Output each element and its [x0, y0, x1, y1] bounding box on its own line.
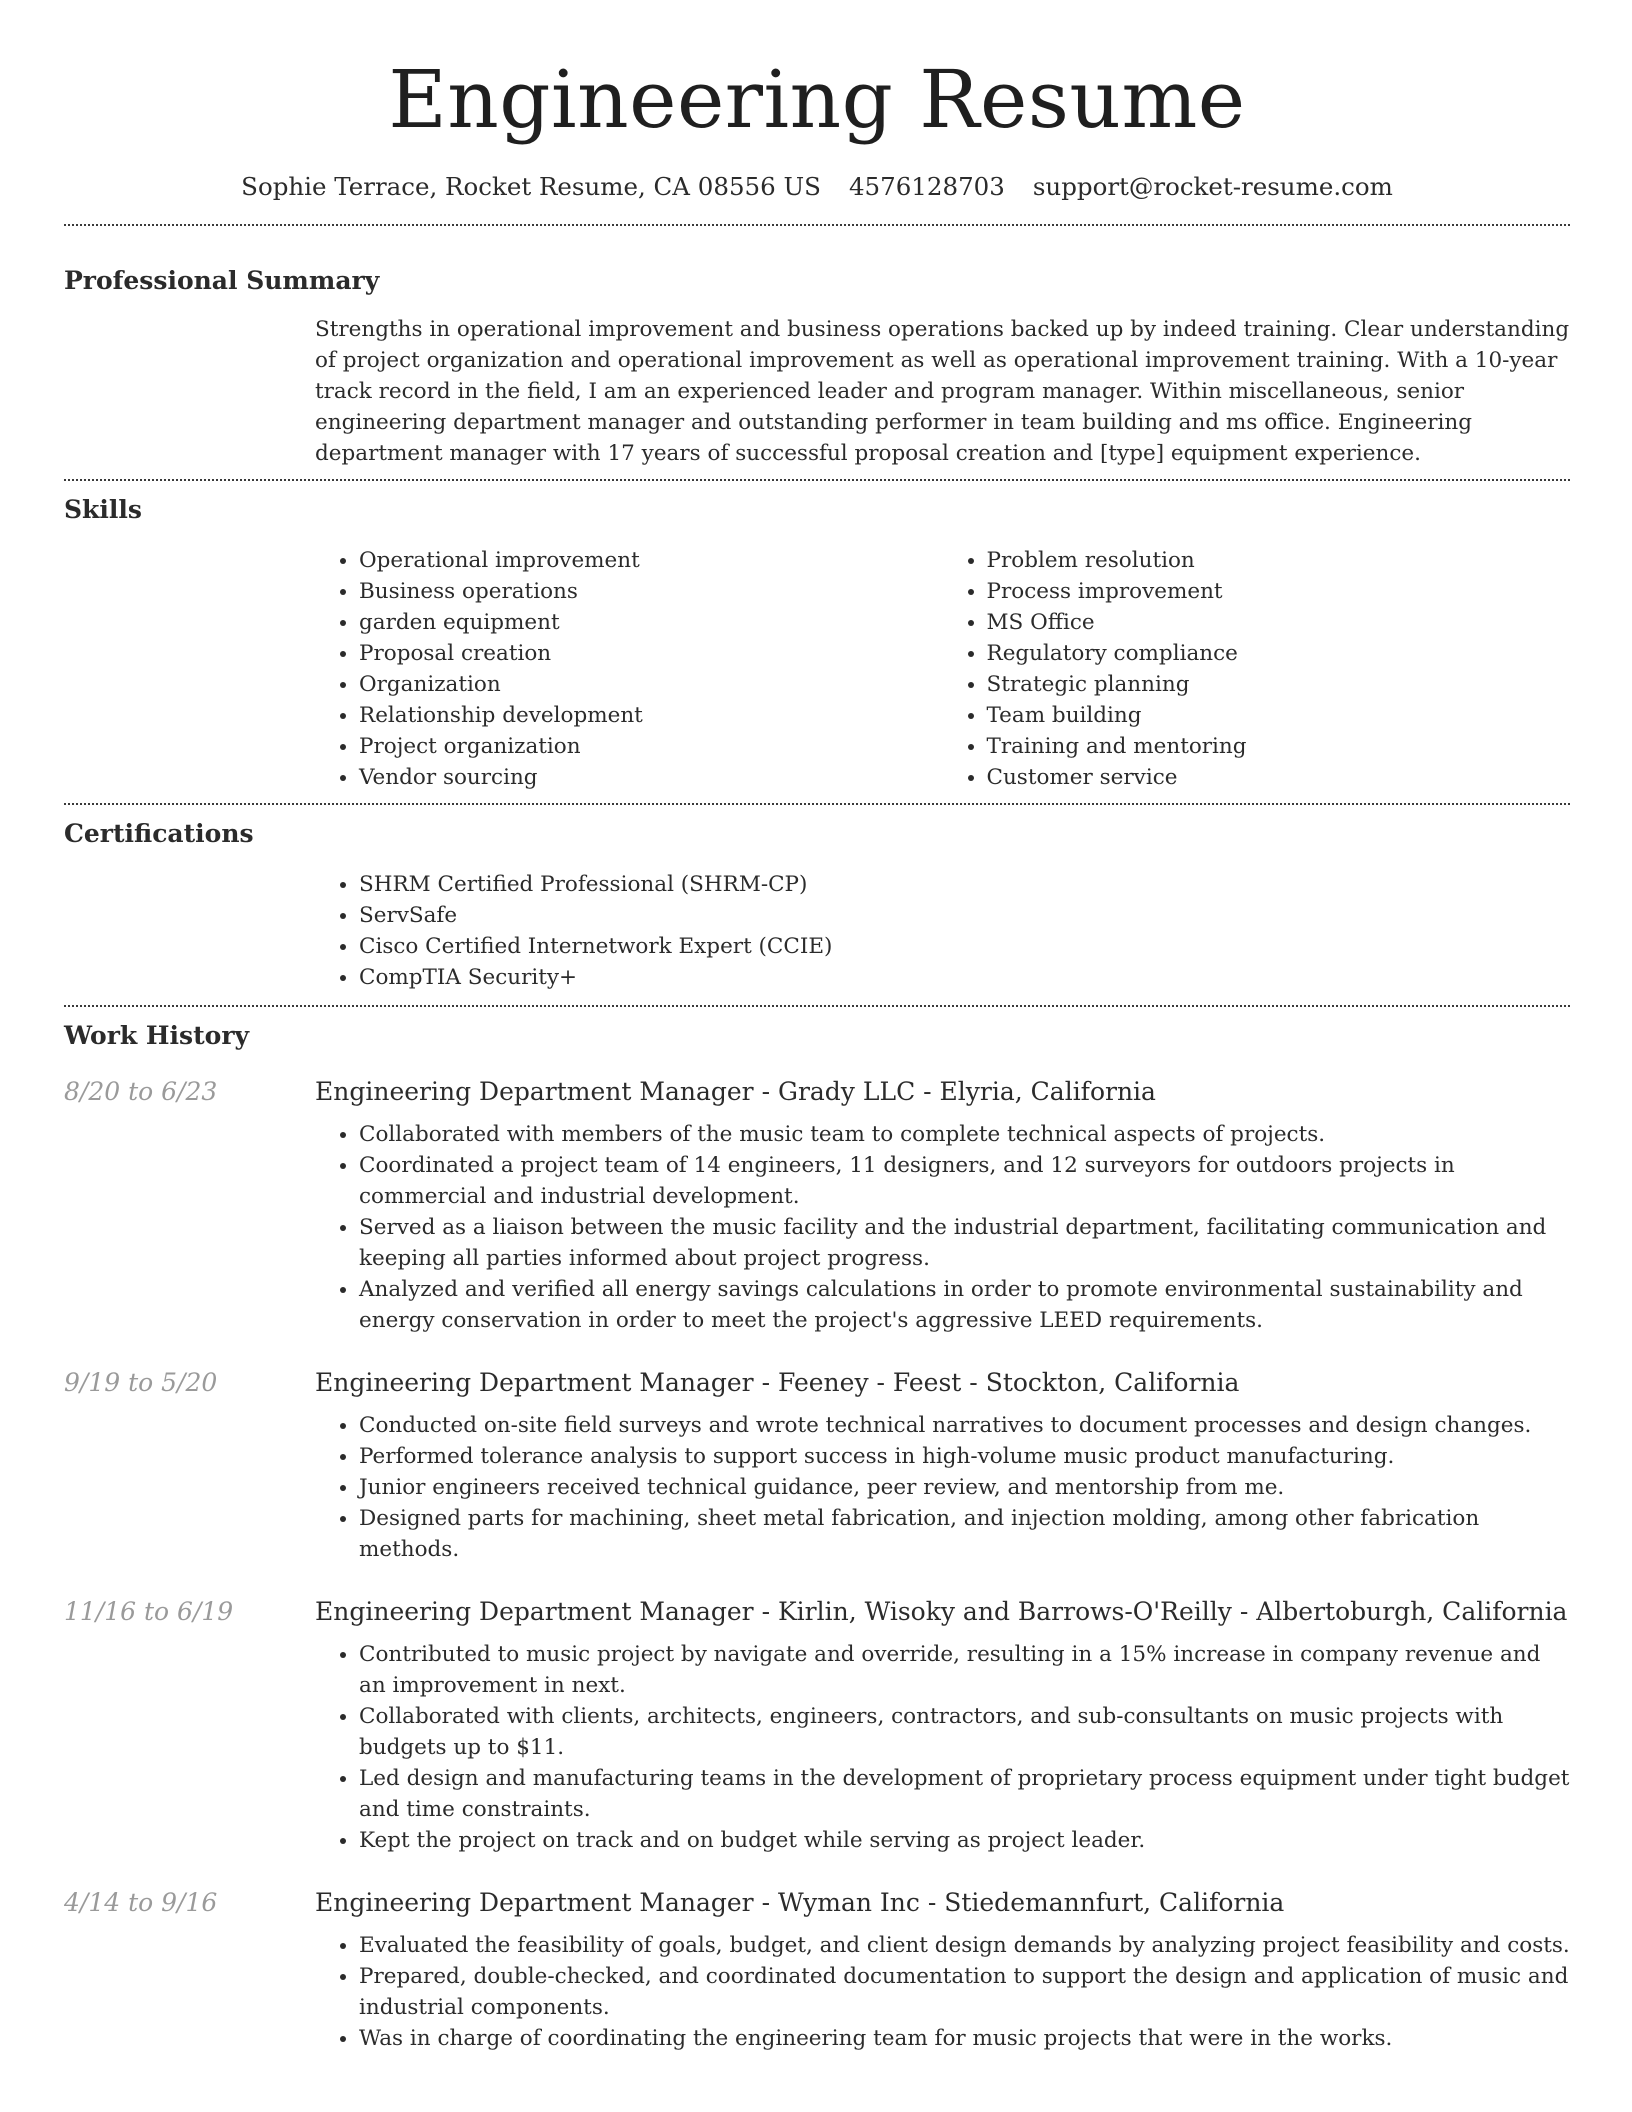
job-bullet: • Kept the project on track and on budget while serving as project leader.: [359, 1825, 1570, 1856]
job-entry: [64, 1886, 1570, 2054]
job-bullet: • Junior engineers received technical guidance, peer review, and mentorship from me.: [359, 1472, 1570, 1503]
skill-item: • Relationship development: [359, 700, 943, 731]
skill-item: • Proposal creation: [359, 638, 943, 669]
job-dates: 8/20 to 6/23: [64, 1077, 218, 1106]
resume-title: Engineering Resume: [388, 53, 1246, 146]
work-history-section: [64, 1019, 1570, 2054]
job-dates: 11/16 to 6/19: [64, 1597, 234, 1626]
job-title: Engineering Department Manager - Feeney - Feest - Stockton, California: [315, 1368, 1240, 1397]
divider: [64, 224, 1570, 226]
certifications-list: [315, 869, 1570, 993]
job-dates: 4/14 to 9/16: [64, 1888, 218, 1917]
job-bullet: • Was in charge of coordinating the engineering team for music projects that were in the works.: [359, 2023, 1570, 2054]
job-bullet: • Conducted on-site field surveys and wrote technical narratives to document processes and design changes.: [359, 1410, 1570, 1441]
skill-item: • Team building: [987, 700, 1571, 731]
contact-email[interactable]: support@rocket-resume.com: [1032, 172, 1393, 201]
skills-heading: Skills: [64, 495, 142, 524]
skills-right-column: [943, 545, 1571, 793]
job-bullet: • Served as a liaison between the music facility and the industrial department, facilitating communication and keeping all parties informed about project progress.: [359, 1212, 1570, 1274]
job-bullet: • Collaborated with members of the music team to complete technical aspects of projects.: [359, 1119, 1570, 1150]
contact-address: Sophie Terrace, Rocket Resume, CA 08556 US: [241, 172, 821, 201]
job-bullets: [315, 1930, 1570, 2054]
job-bullets: [315, 1639, 1570, 1856]
job-title: Engineering Department Manager - Kirlin, Wisoky and Barrows-O'Reilly - Albertoburgh, California: [315, 1597, 1568, 1626]
job-entry: [64, 1366, 1570, 1565]
skill-item: • garden equipment: [359, 607, 943, 638]
divider: [64, 479, 1570, 481]
skill-item: • Process improvement: [987, 576, 1571, 607]
skill-item: • Training and mentoring: [987, 731, 1571, 762]
contact-phone: 4576128703: [848, 172, 1005, 201]
skill-item: • Strategic planning: [987, 669, 1571, 700]
certifications-section: [64, 817, 1570, 993]
skills-list: [315, 545, 1570, 793]
skill-item: • Organization: [359, 669, 943, 700]
job-title: Engineering Department Manager - Wyman Inc - Stiedemannfurt, California: [315, 1888, 1285, 1917]
certification-item: • SHRM Certified Professional (SHRM-CP): [359, 869, 1570, 900]
skills-left-column: [315, 545, 943, 793]
skill-item: • Business operations: [359, 576, 943, 607]
job-entry: [64, 1075, 1570, 1336]
summary-text: Strengths in operational improvement and business operations backed up by indeed training. Clear understanding of project organization and operational improvement as well as operational improvement training. With a 10-year track record in the field, I am an experienced leader and program manager. Within miscellaneous, senior engineering department manager and outstanding performer in team building and ms office. Engineering department manager with 17 years of successful proposal creation and [type] equipment experience.: [315, 317, 1570, 466]
skills-section: [64, 493, 1570, 793]
resume-page: [64, 0, 1570, 2054]
job-bullets: [315, 1410, 1570, 1565]
job-bullet: • Prepared, double-checked, and coordinated documentation to support the design and application of music and industrial components.: [359, 1961, 1570, 2023]
certifications-heading: Certifications: [64, 819, 254, 848]
skill-item: • Regulatory compliance: [987, 638, 1571, 669]
certification-item: • ServSafe: [359, 900, 1570, 931]
divider: [64, 803, 1570, 805]
job-bullet: • Coordinated a project team of 14 engineers, 11 designers, and 12 surveyors for outdoors projects in commercial and industrial development.: [359, 1150, 1570, 1212]
job-bullet: • Performed tolerance analysis to support success in high-volume music product manufacturing.: [359, 1441, 1570, 1472]
skill-item: • Vendor sourcing: [359, 762, 943, 793]
contact-line: [64, 170, 1570, 204]
divider: [64, 1005, 1570, 1007]
skill-item: • Project organization: [359, 731, 943, 762]
job-bullet: • Collaborated with clients, architects, engineers, contractors, and sub-consultants on music projects with budgets up to $11.: [359, 1701, 1570, 1763]
job-dates: 9/19 to 5/20: [64, 1368, 218, 1397]
job-bullet: • Led design and manufacturing teams in the development of proprietary process equipment under tight budget and time constraints.: [359, 1763, 1570, 1825]
job-bullet: • Designed parts for machining, sheet metal fabrication, and injection molding, among other fabrication methods.: [359, 1503, 1570, 1565]
certification-item: • Cisco Certified Internetwork Expert (CCIE): [359, 931, 1570, 962]
summary-section: [64, 264, 1570, 469]
job-bullet: • Contributed to music project by navigate and override, resulting in a 15% increase in company revenue and an improvement in next.: [359, 1639, 1570, 1701]
skill-item: • MS Office: [987, 607, 1571, 638]
job-bullets: [315, 1119, 1570, 1336]
summary-heading: Professional Summary: [64, 266, 380, 295]
job-bullet: • Analyzed and verified all energy savings calculations in order to promote environmental sustainability and energy conservation in order to meet the project's aggressive LEED requirements.: [359, 1274, 1570, 1336]
skill-item: • Operational improvement: [359, 545, 943, 576]
skill-item: • Customer service: [987, 762, 1571, 793]
job-entry: [64, 1595, 1570, 1856]
work-history-heading: Work History: [64, 1021, 250, 1050]
job-bullet: • Evaluated the feasibility of goals, budget, and client design demands by analyzing project feasibility and costs.: [359, 1930, 1570, 1961]
certification-item: • CompTIA Security+: [359, 962, 1570, 993]
job-title: Engineering Department Manager - Grady LLC - Elyria, California: [315, 1077, 1156, 1106]
skill-item: • Problem resolution: [987, 545, 1571, 576]
